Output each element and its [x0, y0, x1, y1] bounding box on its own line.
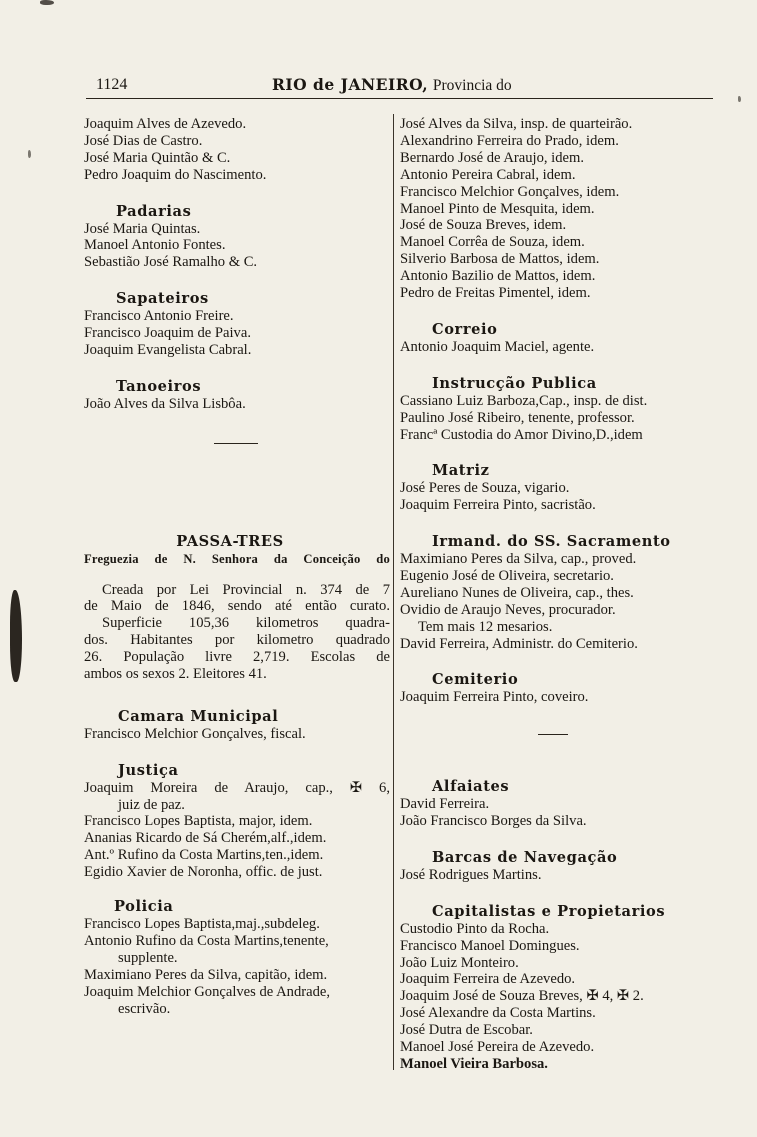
section-title-cemiterio: Cemiterio	[432, 671, 519, 689]
section-title-irmandade: Irmand. do SS. Sacramento	[432, 533, 671, 551]
list-item: José Peres de Souza, vigario.	[400, 480, 570, 497]
section-title-camara: Camara Municipal	[118, 707, 279, 725]
list-item: Francisco Joaquim de Paiva.	[84, 325, 251, 342]
section-title-passa-tres: PASSA-TRES	[176, 532, 284, 550]
list-item: Aureliano Nunes de Oliveira, cap., thes.	[400, 584, 634, 601]
list-item: Pedro Joaquim do Nascimento.	[84, 166, 267, 183]
margin-ink-speck	[40, 0, 54, 5]
list-item: Antonio Rufino da Costa Martins,tenente,	[84, 932, 329, 949]
section-title-capitalistas: Capitalistas e Propietarios	[432, 902, 666, 920]
list-item: Joaquim Melchior Gonçalves de Andrade,	[84, 983, 330, 1000]
list-item: Francisco Antonio Freire.	[84, 308, 234, 325]
running-title-light: Provincia do	[432, 77, 512, 94]
section-title-justica: Justiça	[118, 761, 179, 779]
list-item: Manoel Antonio Fontes.	[84, 237, 226, 254]
list-item: Cassiano Luiz Barboza,Cap., insp. de dist.	[400, 392, 648, 409]
column-divider	[393, 114, 394, 1070]
list-item: Egidio Xavier de Noronha, offic. de just.	[84, 864, 323, 881]
paragraph-line: 26. População livre 2,719. Escolas de	[84, 649, 390, 666]
list-item: João Luiz Monteiro.	[400, 954, 519, 971]
list-item: Bernardo José de Araujo, idem.	[400, 149, 584, 166]
section-title-barcas: Barcas de Navegação	[432, 849, 618, 866]
running-title	[272, 75, 512, 95]
list-item: Ant.º Rufino da Costa Martins,ten.,idem.	[84, 847, 324, 864]
list-item: Paulino José Ribeiro, tenente, professor.	[400, 409, 635, 426]
list-item: Francisco Melchior Gonçalves, fiscal.	[84, 725, 306, 742]
section-title-sapateiros: Sapateiros	[116, 290, 209, 308]
list-item: Manoel Vieira Barbosa.	[400, 1055, 548, 1072]
list-item: João Alves da Silva Lisbôa.	[84, 395, 246, 412]
running-title-bold: RIO de JANEIRO,	[272, 75, 429, 94]
list-item: Ananias Ricardo de Sá Cherém,alf.,idem.	[84, 830, 327, 847]
list-item: Custodio Pinto da Rocha.	[400, 920, 550, 937]
list-item: Antonio Bazilio de Mattos, idem.	[400, 268, 596, 285]
list-item: Pedro de Freitas Pimentel, idem.	[400, 285, 591, 302]
list-item: José Rodrigues Martins.	[400, 866, 542, 883]
margin-ink-speck	[738, 96, 741, 102]
page-header	[86, 72, 713, 99]
list-item: José Alves da Silva, insp. de quarteirão.	[400, 116, 633, 132]
list-item: Joaquim Alves de Azevedo.	[84, 116, 247, 132]
list-item: Antonio Pereira Cabral, idem.	[400, 166, 576, 183]
parish-subtitle: Freguezia de N. Senhora da Conceição do	[84, 551, 390, 566]
list-item: José Alexandre da Costa Martins.	[400, 1005, 596, 1022]
list-item: Ovidio de Araujo Neves, procurador.	[400, 601, 616, 618]
list-item: Alexandrino Ferreira do Prado, idem.	[400, 132, 619, 149]
list-item: Joaquim Ferreira de Azevedo.	[400, 971, 576, 988]
section-title-tanoeiros: Tanoeiros	[116, 377, 202, 395]
list-item: Eugenio José de Oliveira, secretario.	[400, 567, 614, 584]
list-item: Manoel Pinto de Mesquita, idem.	[400, 200, 595, 217]
list-item: Joaquim Ferreira Pinto, coveiro.	[400, 689, 589, 706]
section-title-policia: Policia	[114, 898, 174, 916]
list-item: Maximiano Peres da Silva, capitão, idem.	[84, 966, 328, 983]
paragraph-line: dos. Habitantes por kilometro quadrado	[84, 632, 390, 649]
paragraph-line: Superficie 105,36 kilometros quadra-	[102, 615, 390, 632]
list-item: David Ferreira, Administr. do Cemiterio.	[400, 635, 638, 652]
section-title-padarias: Padarias	[116, 202, 192, 220]
list-item: Joaquim Evangelista Cabral.	[84, 341, 252, 358]
list-item: Francisco Lopes Baptista, major, idem.	[84, 813, 313, 830]
paragraph-line: Creada por Lei Provincial n. 374 de 7	[102, 581, 390, 598]
list-item: Francisco Melchior Gonçalves, idem.	[400, 183, 620, 200]
list-item: Joaquim Moreira de Araujo, cap., ✠ 6,	[84, 779, 390, 796]
list-item: Sebastião José Ramalho & C.	[84, 254, 258, 271]
paragraph-line: ambos os sexos 2. Eleitores 41.	[84, 666, 267, 683]
list-item: José Maria Quintas.	[84, 220, 201, 237]
list-item: Silverio Barbosa de Mattos, idem.	[400, 251, 600, 268]
list-item-continuation: juiz de paz.	[118, 796, 185, 813]
paragraph-line: de Maio de 1846, sendo até então curato.	[84, 598, 390, 615]
list-item: José de Souza Breves, idem.	[400, 217, 567, 234]
list-item: Antonio Joaquim Maciel, agente.	[400, 338, 595, 355]
list-item: Joaquim José de Souza Breves, ✠ 4, ✠ 2.	[400, 988, 644, 1005]
list-item: Francisco Manoel Domingues.	[400, 937, 580, 954]
list-item-continuation: supplente.	[118, 949, 178, 966]
list-item: João Francisco Borges da Silva.	[400, 813, 587, 830]
list-item: Joaquim Ferreira Pinto, sacristão.	[400, 497, 596, 514]
margin-ink-speck	[28, 150, 31, 158]
list-item-continuation: escrivão.	[118, 1000, 171, 1017]
left-column	[84, 116, 390, 1017]
list-item: Francª Custodia do Amor Divino,D.,idem	[400, 426, 643, 443]
list-item: Manoel Corrêa de Souza, idem.	[400, 234, 585, 251]
list-item: José Dias de Castro.	[84, 132, 203, 149]
list-item: Francisco Lopes Baptista,maj.,subdeleg.	[84, 916, 320, 932]
margin-ink-blot	[10, 590, 22, 682]
section-title-alfaiates: Alfaiates	[432, 778, 510, 796]
section-title-matriz: Matriz	[432, 462, 490, 480]
list-item: David Ferreira.	[400, 796, 490, 813]
list-item: Manoel José Pereira de Azevedo.	[400, 1039, 595, 1056]
list-item: José Maria Quintão & C.	[84, 149, 231, 166]
list-item: José Dutra de Escobar.	[400, 1022, 533, 1039]
right-column	[400, 116, 718, 1073]
list-item: Maximiano Peres da Silva, cap., proved.	[400, 551, 637, 568]
section-title-correio: Correio	[432, 320, 498, 338]
section-title-instrucao: Instrucção Publica	[432, 374, 597, 392]
list-item: Tem mais 12 mesarios.	[418, 618, 553, 635]
page-number: 1124	[96, 76, 128, 93]
